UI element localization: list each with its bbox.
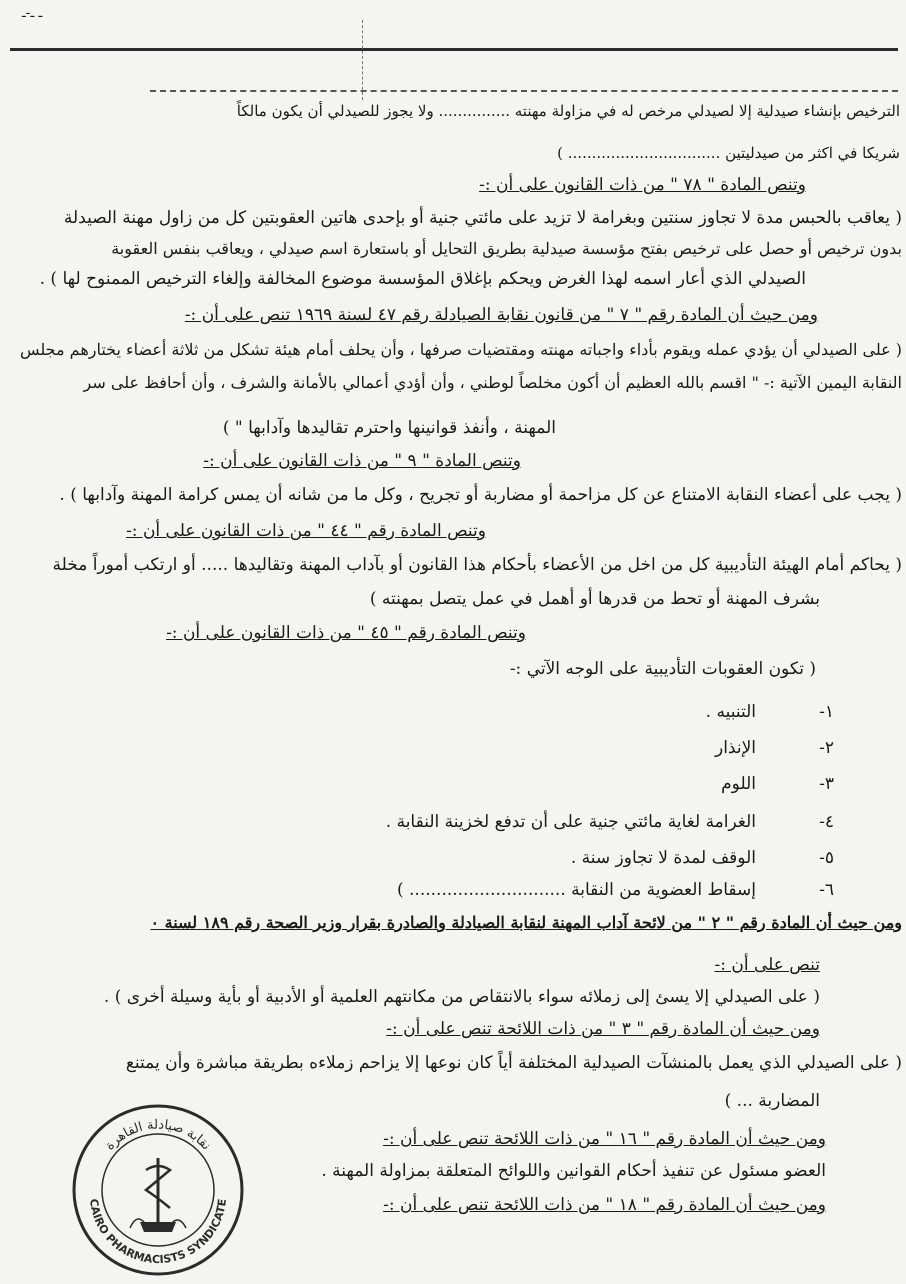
article-heading: وتنص المادة رقم " ٤٥ " من ذات القانون على أن :- (166, 623, 526, 643)
list-item: الغرامة لغاية مائتي جنية على أن تدفع لخزينة النقابة . (385, 812, 756, 832)
text-line: شريكا في اكثر من صيدليتين ................................ ) (557, 144, 900, 162)
list-item: إسقاط العضوية من النقابة ............................. ) (396, 880, 756, 900)
text-line: النقابة اليمين الآتية :- " اقسم بالله العظيم أن أكون مخلصاً لوطني ، وأن أؤدي أعمالي بالأمانة والشرف ، وأن أحافظ على سر (83, 373, 902, 392)
syndicate-stamp (68, 1100, 248, 1280)
top-rule (10, 48, 898, 51)
article-heading: وتنص المادة " ٩ " من ذات القانون على أن :- (203, 451, 521, 471)
fold-line (362, 20, 363, 100)
list-item: الإنذار (714, 738, 756, 758)
article-heading: ومن حيث أن المادة رقم " ٧ " من قانون نقابة الصيادلة رقم ٤٧ لسنة ١٩٦٩ تنص على أن :- (184, 305, 818, 325)
article-heading: ومن حيث أن المادة رقم " ١٨ " من ذات اللائحة تنص على أن :- (383, 1195, 826, 1215)
text-line: ( يحاكم أمام الهيئة التأديبية كل من اخل من الأعضاء بأحكام هذا القانون أو بآداب المهنة وتقاليدها ..... أو ارتكب أموراً مخلة (52, 555, 902, 575)
svg-text:CAIRO PHARMACISTS SYNDICATE: CAIRO PHARMACISTS SYNDICATE (87, 1198, 229, 1267)
text-line: ( يعاقب بالحبس مدة لا تجاوز سنتين وبغرامة لا تزيد على مائتي جنية أو بإحدى هاتين العقوبتين كل من زاول مهنة الصيدلة (63, 208, 902, 228)
list-number: ١- (819, 702, 834, 722)
stamp-seal-icon (68, 1100, 248, 1280)
text-line: ( يجب على أعضاء النقابة الامتناع عن كل مزاحمة أو مضاربة أو تجريح ، وكل ما من شانه أن يمس كرامة المهنة وآدابها ) . (59, 485, 902, 505)
text-line: ( تكون العقوبات التأديبية على الوجه الآتي :- (509, 659, 816, 679)
text-line: العضو مسئول عن تنفيذ أحكام القوانين واللوائح المتعلقة بمزاولة المهنة . (321, 1161, 826, 1181)
text-line: المهنة ، وأنفذ قوانينها واحترم تقاليدها وآدابها " ) (222, 418, 556, 438)
text-line: الصيدلي الذي أعار اسمه لهذا الغرض ويحكم بإغلاق المؤسسة موضوع المخالفة وإلغاء الترخيص الممنوح لها ) . (39, 269, 806, 289)
text-line: بشرف المهنة أو تحط من قدرها أو أهمل في عمل يتصل بمهنته ) (369, 589, 820, 609)
text-line: ( على الصيدلي أن يؤدي عمله ويقوم بأداء واجباته مهنته ومقتضيات صرفها ، وأن يحلف أمام هيئة تشكل من ثلاثة أعضاء يختارهم مجلس (19, 340, 902, 359)
corner-mark: ـ ـ-ـ (22, 6, 43, 21)
list-number: ٦- (819, 880, 834, 900)
text-line: المضاربة ... ) (724, 1091, 820, 1111)
list-number: ٢- (819, 738, 834, 758)
list-number: ٤- (819, 812, 834, 832)
list-number: ٥- (819, 848, 834, 868)
article-heading: وتنص المادة رقم " ٤٤ " من ذات القانون على أن :- (126, 521, 486, 541)
dashed-rule (150, 90, 898, 92)
article-heading: وتنص المادة " ٧٨ " من ذات القانون على أن :- (479, 175, 806, 195)
list-number: ٣- (819, 774, 834, 794)
text-line: بدون ترخيص أو حصل على ترخيص بفتح مؤسسة صيدلية بطريق التحايل أو باستعارة اسم صيدلي ، ويعاقب بنفس العقوبة (111, 239, 902, 258)
article-heading: ومن حيث أن المادة رقم " ٣ " من ذات اللائحة تنص على أن :- (386, 1019, 820, 1039)
text-line: ( على الصيدلي الذي يعمل بالمنشآت الصيدلية المختلفة أياً كان نوعها إلا يزاحم زملاءه بطريقة مباشرة وأن يمتنع (125, 1053, 902, 1073)
article-heading: تنص على أن :- (714, 955, 820, 975)
article-heading: ومن حيث أن المادة رقم " ١٦ " من ذات اللائحة تنص على أن :- (383, 1129, 826, 1149)
text-line: ( على الصيدلي إلا يسئ إلى زملائه سواء بالانتقاص من مكانتهم العلمية أو الأدبية أو بأية وسيلة أخرى ) . (103, 987, 820, 1007)
svg-text:نقابة صيادلة القاهرة: نقابة صيادلة القاهرة (102, 1117, 214, 1154)
list-item: اللوم (721, 774, 756, 794)
article-heading: ومن حيث أن المادة رقم " ٢ " من لائحة آداب المهنة لنقابة الصيادلة والصادرة بقرار وزير الصحة رقم ١٨٩ لسنة ٠ (150, 913, 902, 932)
list-item: الوقف لمدة لا تجاوز سنة . (570, 848, 756, 868)
text-line: الترخيص بإنشاء صيدلية إلا لصيدلي مرخص له في مزاولة مهنته ............... ولا يجوز للصيدلي أن يكون مالكاً (236, 102, 900, 120)
list-item: التنبيه . (705, 702, 756, 722)
